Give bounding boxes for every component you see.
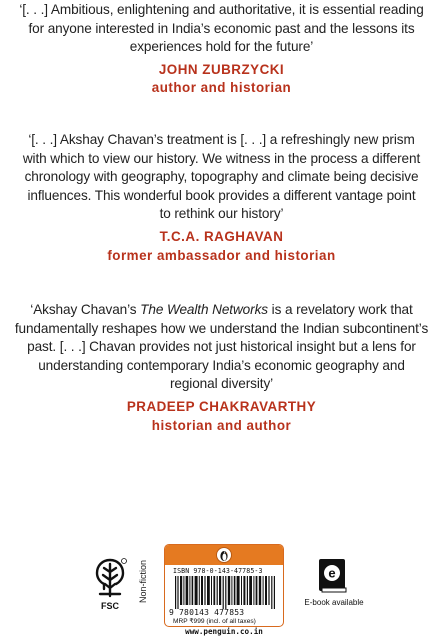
blurb-author: T.C.A. RAGHAVAN <box>159 228 284 244</box>
barcode-bars <box>175 576 275 609</box>
category-label: Non-fiction <box>138 559 148 603</box>
quote-line: regional diversity’ <box>169 376 274 392</box>
quote-line: to rethink our history’ <box>159 206 284 222</box>
quote-line: understanding contemporary India’s economic geography and <box>38 357 405 373</box>
quote-text: is a revelatory work that <box>267 302 413 317</box>
blurb-author: PRADEEP CHAKRAVARTHY <box>126 398 317 414</box>
ebook-label: E-book available <box>304 598 364 607</box>
blurb-raghavan <box>0 131 443 265</box>
barcode-digits: 9 780143 477853 <box>169 608 245 617</box>
barcode-box <box>164 544 284 627</box>
quote-line: experiences hold for the future’ <box>129 39 314 55</box>
fsc-tree-icon <box>92 556 128 600</box>
quote-line: fundamentally reshapes how we understand the Indian subcontinent’s <box>14 320 429 336</box>
svg-text:e: e <box>328 565 336 581</box>
penguin-logo-icon <box>216 547 232 563</box>
ebook-icon <box>318 558 348 594</box>
fsc-label: FSC <box>101 601 119 611</box>
blurb-author-role: author and historian <box>151 80 292 96</box>
publisher-website: www.penguin.co.in <box>185 627 263 636</box>
book-title: The Wealth Networks <box>140 302 268 317</box>
quote-line: ‘[. . .] Ambitious, enlightening and authoritative, it is essential reading <box>19 2 424 17</box>
blurb-author: JOHN ZUBRZYCKI <box>158 61 285 77</box>
quote-line: influences. This wonderful book provides a different vantage point <box>27 187 416 203</box>
quote-line: chronology with geography, topography and climate being decisive <box>24 169 419 185</box>
blurb-chakravarthy <box>0 301 443 435</box>
quote-line: ‘[. . .] Akshay Chavan’s treatment is [. . .] a refreshingly new prism <box>28 132 415 147</box>
barcode-header <box>165 545 283 565</box>
blurb-author-role: historian and author <box>151 417 292 433</box>
quote-line: past. [. . .] Chavan provides not just historical insight but a lens for <box>27 339 416 355</box>
blurb-author-role: former ambassador and historian <box>107 247 336 263</box>
fsc-logo <box>92 556 128 614</box>
quote-text: ‘Akshay Chavan’s <box>30 302 141 317</box>
price-label: MRP ₹999 (incl. of all taxes) <box>173 618 256 625</box>
quote-line: for anyone interested in India’s economic past and the lessons its <box>28 20 415 36</box>
quote-line <box>0 301 443 320</box>
isbn-number: ISBN 978-0-143-47785-3 <box>173 567 263 575</box>
blurb-zubrzycki <box>0 1 443 98</box>
quote-line: with which to view our history. We witness in the process a different <box>22 150 421 166</box>
